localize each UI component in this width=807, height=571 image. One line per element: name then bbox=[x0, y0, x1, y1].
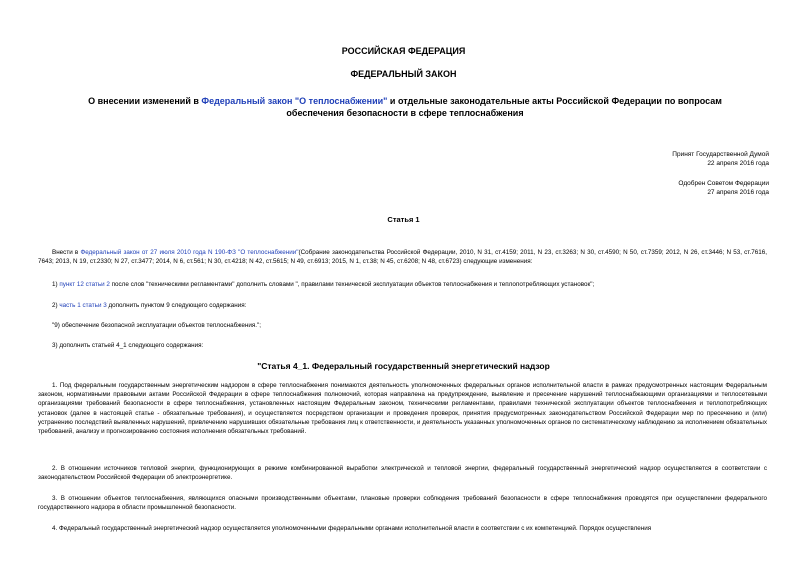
council-approval bbox=[469, 179, 769, 197]
article-4-1-paragraph-2: 2. В отношении источников тепловой энергии, функционирующих в режиме комбинированной выработки электрической и тепловой энергии, федеральный государственный энергетический надзор осуществляется в соответствии с законодательством Российской Федерации об электроэнергетике. bbox=[38, 465, 767, 482]
duma-adoption-date: 22 апреля 2016 года bbox=[707, 160, 769, 167]
article-1-heading: Статья 1 bbox=[387, 215, 420, 224]
intro-prefix: Внести в bbox=[52, 249, 81, 256]
item-3: 3) дополнить статьей 4_1 следующего содержания: bbox=[52, 342, 204, 349]
article-4-1-paragraph-1: 1. Под федеральным государственным энергетическим надзором в сфере теплоснабжения понимаются деятельность уполномоченных федеральных органов исполнительной власти в рамках предусмотренных настоящим Федеральным законом, нормативными правовыми актами Российской Федерации в сфере теплоснабжения полномочий, которая направлена на предупреждение, выявление и пресечение нарушений теплоснабжающими организациями и теплосетевыми организациями требований безопасности в сфере теплоснабжения, установленных настоящим Федеральным законом, техническими регламентами, правилами технической эксплуатации объектов теплоснабжения и теплопотребляющих установок (далее в настоящей статье - обязательные требования), и осуществляется посредством организации и проведения проверок, принятия предусмотренных законодательством Российской Федерации мер по пресечению и (или) устранению последствий выявленных нарушений, привлечению нарушивших обязательные требования лиц к ответственности, и деятельность указанных уполномоченных органов по систематическому наблюдению за исполнением обязательных требований, анализу и прогнозированию состояния исполнения обязательных требований. bbox=[38, 382, 767, 436]
law-title-suffix: и отдельные законодательные акты Российской Федерации по вопросам обеспечения безопасности в сфере теплоснабжения bbox=[286, 96, 722, 118]
item-2-quote: "9) обеспечение безопасной эксплуатации объектов теплоснабжения."; bbox=[52, 322, 262, 329]
intro-law-link[interactable]: Федеральный закон от 27 июля 2010 года N 190-ФЗ "О теплоснабжении" bbox=[80, 249, 299, 256]
council-approval-label: Одобрен Советом Федерации bbox=[678, 180, 769, 187]
law-title-link[interactable]: Федеральный закон "О теплоснабжении" bbox=[201, 96, 388, 106]
law-title bbox=[60, 95, 750, 119]
article-4-1-paragraph-3: 3. В отношении объектов теплоснабжения, являющихся опасными производственными объектами, плановые проверки соблюдения требований безопасности в сфере теплоснабжения проводятся при осуществлении федерального государственного надзора в области промышленной безопасности. bbox=[38, 495, 767, 512]
item-2 bbox=[38, 301, 767, 310]
council-approval-date: 27 апреля 2016 года bbox=[707, 189, 769, 196]
intro-suffix: (Собрание законодательства Российской Федерации, 2010, N 31, ст.4159; 2011, N 23, ст.3263; N 30, ст.4590; N 50, ст.7359; 2012, N 26, ст.3446; N 53, ст.7616, 7643; 2013, N 19, ст.2330; N 27, ст.3477; 2014, N 6, ст.561; N 30, ст.4218; N 42, ст.5615; N 49, ст.6913; 2015, N 1, ст.38; N 45, ст.6208; N 48, ст.6723) следующие изменения: bbox=[38, 249, 767, 266]
item-1-link[interactable]: пункт 12 статьи 2 bbox=[59, 281, 110, 288]
article-4-1-paragraph-4: 4. Федеральный государственный энергетический надзор осуществляется уполномоченными федеральными органами исполнительной власти в соответствии с их компетенцией. Порядок осуществления bbox=[52, 525, 652, 532]
law-title-prefix: О внесении изменений в bbox=[88, 96, 202, 106]
item-2-text: дополнить пунктом 9 следующего содержания: bbox=[106, 302, 247, 309]
item-1-text: после слов "техническими регламентами" дополнить словами ", правилами технической эксплуатации объектов теплоснабжения и теплопотребляющих установок"; bbox=[109, 281, 595, 288]
article-4-1-heading: "Статья 4_1. Федеральный государственный энергетический надзор bbox=[257, 361, 550, 371]
duma-adoption-label: Принят Государственной Думой bbox=[672, 151, 769, 158]
item-1 bbox=[38, 280, 767, 289]
country-heading: РОССИЙСКАЯ ФЕДЕРАЦИЯ bbox=[341, 46, 466, 56]
item-2-number: 2) bbox=[52, 302, 60, 309]
article-1-intro bbox=[38, 248, 767, 266]
duma-adoption bbox=[469, 150, 769, 168]
item-2-link[interactable]: часть 1 статьи 3 bbox=[59, 302, 107, 309]
item-1-number: 1) bbox=[52, 281, 60, 288]
law-type-heading: ФЕДЕРАЛЬНЫЙ ЗАКОН bbox=[350, 69, 457, 79]
